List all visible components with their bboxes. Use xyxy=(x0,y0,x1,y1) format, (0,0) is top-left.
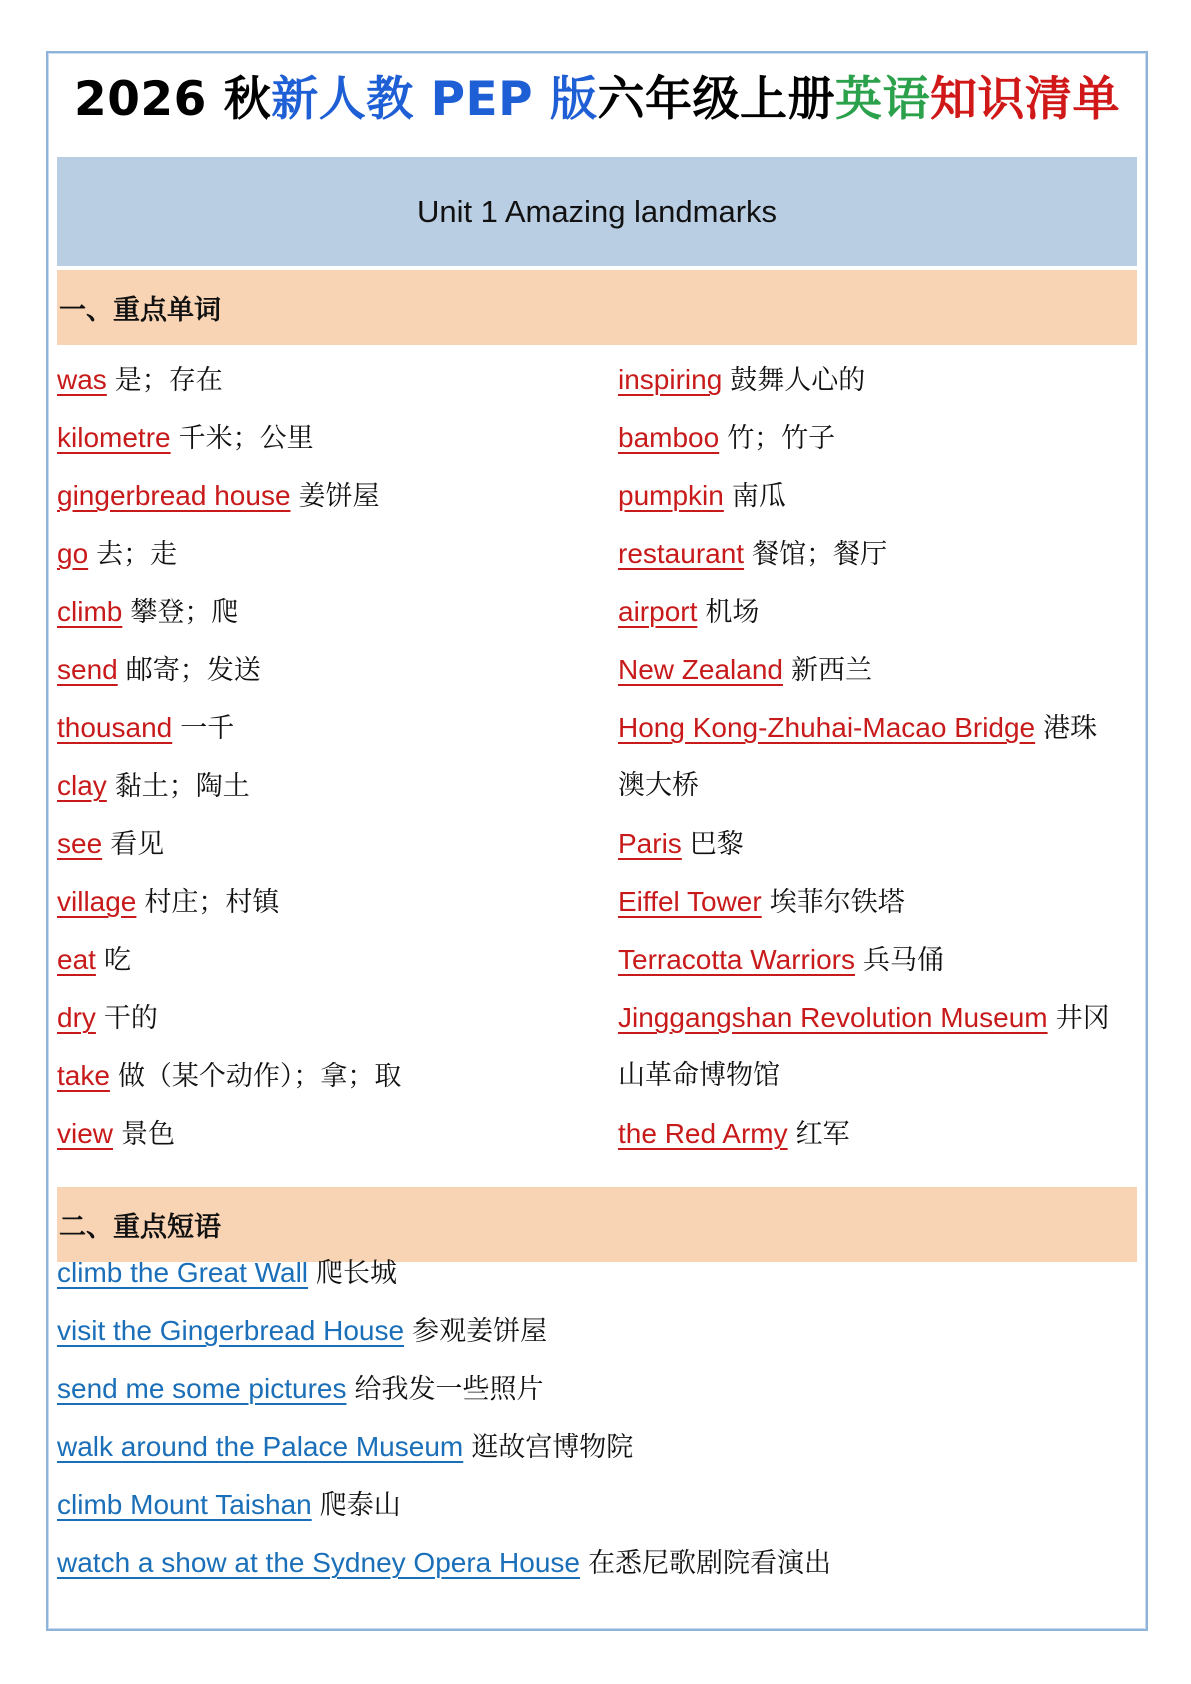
vocab-english: send xyxy=(57,654,118,685)
vocab-chinese: 新西兰 xyxy=(790,655,872,686)
phrase-chinese: 爬泰山 xyxy=(319,1490,401,1521)
vocab-row xyxy=(618,536,887,573)
vocab-chinese: 井冈 xyxy=(1055,1003,1110,1034)
vocab-chinese: 看见 xyxy=(110,829,165,860)
vocab-chinese: 兵马俑 xyxy=(863,945,945,976)
phrase-english: climb the Great Wall xyxy=(57,1257,309,1288)
vocab-english: was xyxy=(57,364,107,395)
vocab-chinese: 埃菲尔铁塔 xyxy=(769,887,905,918)
vocab-english: the Red Army xyxy=(618,1118,788,1149)
vocab-english: pumpkin xyxy=(618,480,724,511)
vocab-english: Terracotta Warriors xyxy=(618,944,856,975)
vocab-chinese: 鼓舞人心的 xyxy=(730,365,866,396)
page-title xyxy=(46,64,1148,136)
vocab-row xyxy=(618,826,744,863)
vocab-english: New Zealand xyxy=(618,654,783,685)
section-phrases-label: 二、重点短语 xyxy=(59,1212,221,1243)
phrase-row xyxy=(57,1255,397,1292)
vocab-row xyxy=(57,536,177,573)
vocab-chinese: 餐馆；餐厅 xyxy=(752,539,888,570)
phrase-english: send me some pictures xyxy=(57,1373,347,1404)
unit-title: Unit 1 Amazing landmarks xyxy=(416,193,778,229)
section-words-label: 一、重点单词 xyxy=(59,295,221,326)
phrase-chinese: 给我发一些照片 xyxy=(354,1374,544,1405)
vocab-chinese: 一千 xyxy=(180,713,235,744)
phrase-chinese: 参观姜饼屋 xyxy=(412,1316,548,1347)
vocab-chinese: 黏土；陶土 xyxy=(114,771,250,802)
vocab-chinese: 港珠 xyxy=(1043,713,1098,744)
vocab-row xyxy=(618,362,865,399)
vocab-english: gingerbread house xyxy=(57,480,291,511)
vocab-english: Paris xyxy=(618,828,682,859)
vocab-row xyxy=(57,768,250,805)
vocab-row xyxy=(618,1116,850,1153)
vocab-chinese: 村庄；村镇 xyxy=(144,887,280,918)
section-phrases-heading xyxy=(57,1187,1137,1262)
vocab-row xyxy=(618,1000,1110,1037)
title-part-list: 知识清单 xyxy=(929,72,1120,127)
title-part-year: 2026 秋 xyxy=(74,72,272,127)
vocab-row xyxy=(618,478,786,515)
phrase-english: visit the Gingerbread House xyxy=(57,1315,405,1346)
vocab-row xyxy=(57,1116,175,1153)
vocab-row xyxy=(57,710,234,747)
vocab-english: take xyxy=(57,1060,110,1091)
vocab-row xyxy=(618,942,944,979)
vocab-chinese: 机场 xyxy=(705,597,760,628)
vocab-row xyxy=(57,1000,158,1037)
vocab-english: Eiffel Tower xyxy=(618,886,762,917)
vocab-english: restaurant xyxy=(618,538,745,569)
phrase-row xyxy=(57,1313,547,1350)
vocab-chinese: 攀登；爬 xyxy=(130,597,239,628)
phrase-chinese: 逛故宫博物院 xyxy=(471,1432,634,1463)
vocab-english: clay xyxy=(57,770,107,801)
vocab-chinese-continued: 山革命博物馆 xyxy=(618,1060,780,1091)
vocab-row xyxy=(618,884,905,921)
vocab-chinese: 做（某个动作）；拿；取 xyxy=(117,1061,402,1092)
vocab-english: thousand xyxy=(57,712,173,743)
vocab-row xyxy=(57,478,380,515)
vocab-english: Hong Kong-Zhuhai-Macao Bridge xyxy=(618,712,1036,743)
vocab-row xyxy=(618,710,1097,747)
phrase-row xyxy=(57,1545,831,1582)
vocab-english: see xyxy=(57,828,103,859)
vocab-english: climb xyxy=(57,596,123,627)
vocab-row xyxy=(57,420,314,457)
vocab-row xyxy=(618,594,759,631)
phrase-chinese: 爬长城 xyxy=(316,1258,398,1289)
vocab-chinese: 竹；竹子 xyxy=(727,423,836,454)
vocab-chinese: 姜饼屋 xyxy=(298,481,380,512)
vocab-chinese: 干的 xyxy=(103,1003,158,1034)
vocab-english: village xyxy=(57,886,137,917)
vocab-english: view xyxy=(57,1118,114,1149)
vocab-english: airport xyxy=(618,596,698,627)
vocab-english: inspiring xyxy=(618,364,723,395)
vocab-english: eat xyxy=(57,944,96,975)
vocab-chinese: 千米；公里 xyxy=(178,423,314,454)
title-part-grade: 六年级上册 xyxy=(597,72,835,127)
unit-header xyxy=(57,157,1137,266)
vocab-chinese: 去；走 xyxy=(96,539,178,570)
vocab-english: bamboo xyxy=(618,422,720,453)
title-part-edition: 新人教 PEP 版 xyxy=(271,72,598,127)
vocab-english: dry xyxy=(57,1002,96,1033)
vocab-row xyxy=(57,652,261,689)
phrase-chinese: 在悉尼歌剧院看演出 xyxy=(587,1548,831,1579)
vocab-row xyxy=(618,420,835,457)
vocab-chinese: 南瓜 xyxy=(731,481,786,512)
phrase-row xyxy=(57,1429,633,1466)
vocab-chinese: 是；存在 xyxy=(114,365,223,396)
phrase-row xyxy=(57,1371,543,1408)
vocab-english: Jinggangshan Revolution Museum xyxy=(618,1002,1048,1033)
vocab-row xyxy=(57,884,279,921)
section-words-heading xyxy=(57,270,1137,345)
vocab-row xyxy=(57,942,131,979)
vocab-row xyxy=(57,594,238,631)
vocab-chinese-continued: 澳大桥 xyxy=(618,770,699,801)
vocab-english: go xyxy=(57,538,89,569)
title-part-subject: 英语 xyxy=(834,72,930,127)
vocab-row xyxy=(618,652,872,689)
phrase-english: watch a show at the Sydney Opera House xyxy=(57,1547,580,1578)
phrase-row xyxy=(57,1487,401,1524)
vocab-row xyxy=(57,362,223,399)
vocab-chinese: 景色 xyxy=(121,1119,176,1150)
vocab-chinese: 邮寄；发送 xyxy=(125,655,261,686)
vocab-english: kilometre xyxy=(57,422,171,453)
phrase-english: walk around the Palace Museum xyxy=(57,1431,464,1462)
vocab-chinese: 吃 xyxy=(103,945,131,976)
vocab-chinese: 红军 xyxy=(795,1119,850,1150)
phrase-english: climb Mount Taishan xyxy=(57,1489,312,1520)
vocab-row xyxy=(57,826,164,863)
vocab-row xyxy=(57,1058,401,1095)
vocab-chinese: 巴黎 xyxy=(689,829,744,860)
